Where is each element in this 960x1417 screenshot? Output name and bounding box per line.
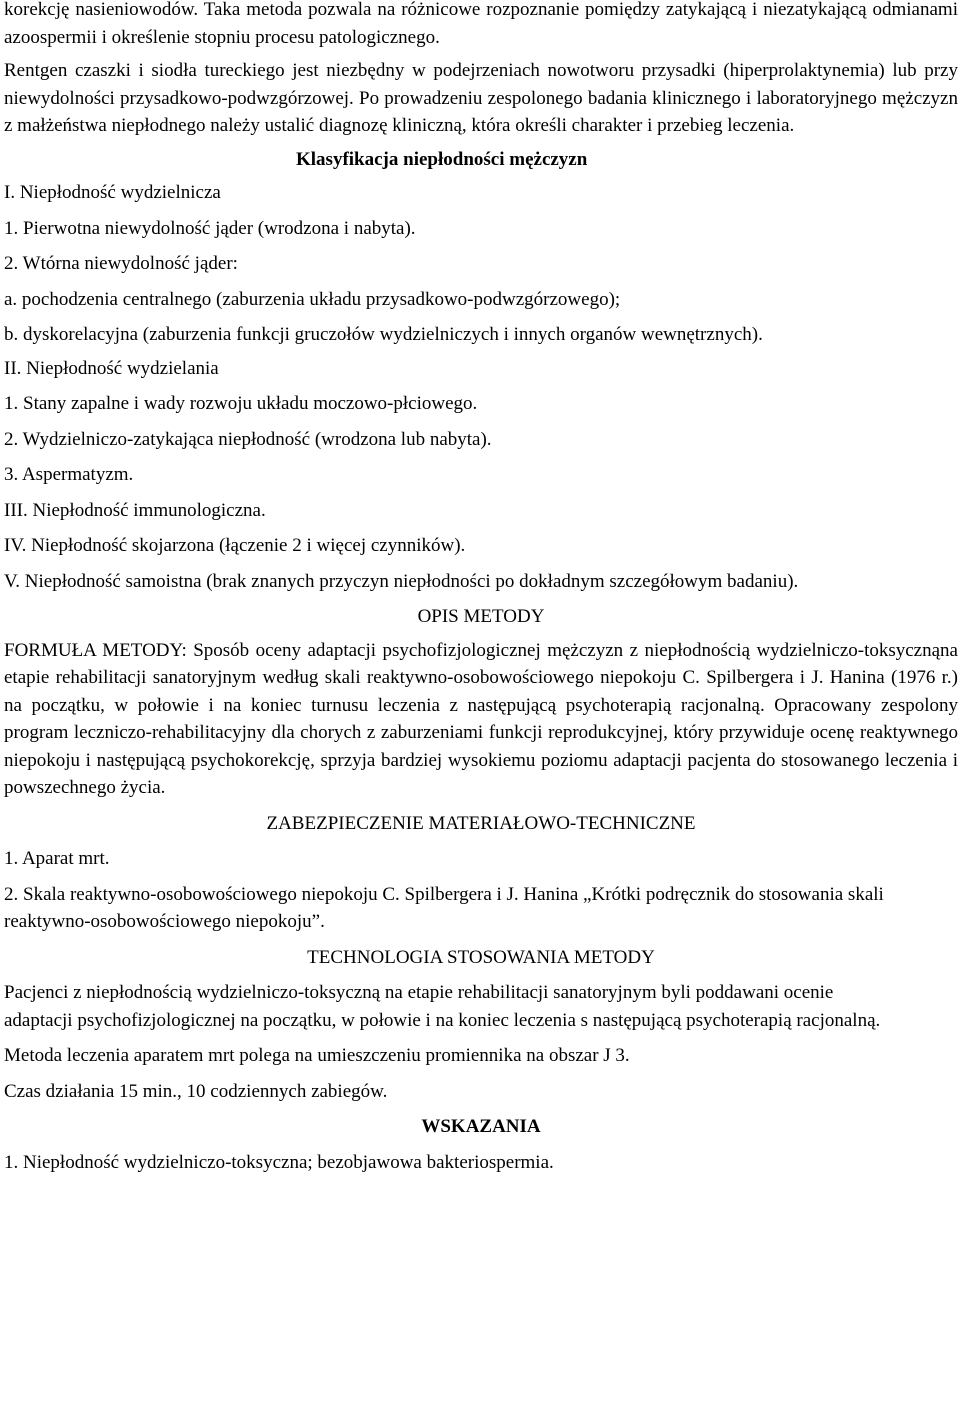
zabezpieczenie-item: 1. Aparat mrt. <box>4 848 110 869</box>
classification-item: 3. Aspermatyzm. <box>4 464 134 485</box>
classification-item: b. dyskorelacyjna (zaburzenia funkcji gruczołów wydzielniczych i innych organów wewnętrznych). <box>4 324 763 345</box>
wskazania-title: WSKAZANIA <box>421 1116 541 1137</box>
intro-paragraph-2: Rentgen czaszki i siodła tureckiego jest niezbędny w podejrzeniach nowotworu przysadki (hiperprolaktynemia) lub przy niewydolności przysadkowo-podwzgórzowej. Po prowadzeniu zespolonego badania klinicznego i laboratoryjnego mężczyzn z małżeństwa niepłodnego należy ustalić diagnozę kliniczną, która określi charakter i przebieg leczenia. <box>4 60 958 136</box>
technologia-title: TECHNOLOGIA STOSOWANIA METODY <box>307 946 655 968</box>
classification-item: II. Niepłodność wydzielania <box>4 357 219 379</box>
classification-item: 1. Pierwotna niewydolność jąder (wrodzona i nabyta). <box>4 217 416 239</box>
document-page <box>4 0 958 1176</box>
opis-paragraph: FORMUŁA METODY: Sposób oceny adaptacji psychofizjologicznej mężczyzn z niepłodnością wydzielniczo-toksycznąna etapie rehabilitacji sanatoryjnym według skali reaktywno-osobowościowego niepokoju C. Spilbergera i J. Hanina (1976 r.) na początku, w połowie i na koniec turnusu leczenia z następującą psychoterapią racjonalną. Opracowany zespolony program leczniczo-rehabilitacyjny dla chorych z zaburzeniami funkcji reprodukcyjnej, który przywiduje ocenę reaktywnego niepokoju i następującą psychokorekcję, sprzyja bardziej wysokiemu poziomu adaptacji pacjenta do stosowanego leczenia i powszechnego życia. <box>4 639 958 798</box>
wskazania-item: 1. Niepłodność wydzielniczo-toksyczna; bezobjawowa bakteriospermia. <box>4 1151 554 1173</box>
classification-item: a. pochodzenia centralnego (zaburzenia układu przysadkowo-podwzgórzowego); <box>4 288 621 310</box>
classification-item: 1. Stany zapalne i wady rozwoju układu moczowo-płciowego. <box>4 393 478 414</box>
intro-paragraph-1: korekcję nasieniowodów. Taka metoda pozwala na różnicowe rozpoznanie pomiędzy zatykającą i niezatykającą odmianami azoospermii i określenie stopniu procesu patologicznego. <box>4 0 958 48</box>
classification-item: III. Niepłodność immunologiczna. <box>4 499 266 521</box>
technologia-paragraph-1: Pacjenci z niepłodnością wydzielniczo-toksyczną na etapie rehabilitacji sanatoryjnym byli poddawani ocenie adaptacji psychofizjologicznej na początku, w połowie i na koniec leczenia s następującą psychoterapią racjonalną. <box>4 982 881 1031</box>
classification-item: IV. Niepłodność skojarzona (łączenie 2 i więcej czynników). <box>4 535 466 556</box>
technologia-paragraph-3: Czas działania 15 min., 10 codziennych zabiegów. <box>4 1080 388 1102</box>
classification-item: 2. Wtórna niewydolność jąder: <box>4 253 238 274</box>
opis-title: OPIS METODY <box>417 606 545 627</box>
classification-item: I. Niepłodność wydzielnicza <box>4 182 221 203</box>
classification-item: V. Niepłodność samoistna (brak znanych przyczyn niepłodności po dokładnym szczegółowym badaniu). <box>4 570 799 592</box>
classification-item: 2. Wydzielniczo-zatykająca niepłodność (wrodzona lub nabyta). <box>4 428 492 450</box>
classification-title: Klasyfikacja niepłodności mężczyzn <box>296 148 588 170</box>
zabezpieczenie-item: 2. Skala reaktywno-osobowościowego niepokoju C. Spilbergera i J. Hanina „Krótki podręcznik do stosowania skali reaktywno-osobowościowego niepokoju”. <box>4 883 884 932</box>
technologia-paragraph-2: Metoda leczenia aparatem mrt polega na umieszczeniu promiennika na obszar J 3. <box>4 1045 630 1066</box>
zabezpieczenie-title: ZABEZPIECZENIE MATERIAŁOWO-TECHNICZNE <box>266 812 696 834</box>
